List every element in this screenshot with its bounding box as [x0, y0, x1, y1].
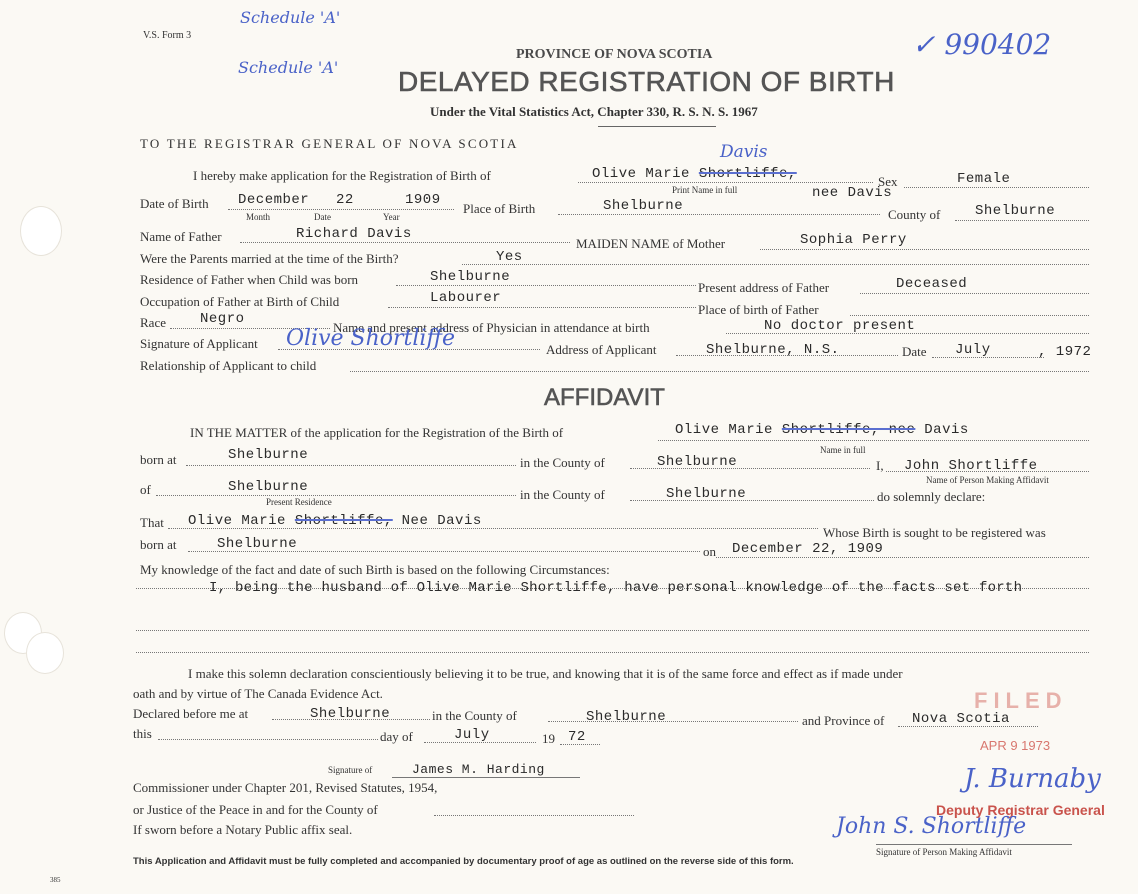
province-heading: PROVINCE OF NOVA SCOTIA: [516, 47, 713, 62]
physician-value: No doctor present: [764, 318, 916, 334]
mother-value: Sophia Perry: [800, 232, 907, 248]
affidavit-heading: AFFIDAVIT: [544, 384, 665, 411]
born-at-label: born at: [140, 452, 177, 467]
present-address-value: Deceased: [896, 276, 968, 292]
deponent-name: John Shortliffe: [904, 458, 1038, 474]
knowledge-line: My knowledge of the fact and date of such Birth is based on the following Circumstances:: [140, 562, 610, 577]
matter-name: Olive Marie Shortliffe, nee Davis: [675, 422, 969, 438]
relationship-label: Relationship of Applicant to child: [140, 358, 317, 373]
circumstances-text: I, being the husband of Olive Marie Shortliffe, have personal knowledge of the facts set forth: [209, 580, 1023, 596]
davis-correction: Davis: [720, 142, 768, 162]
filed-stamp: FILED: [974, 688, 1068, 713]
father-value: Richard Davis: [296, 226, 412, 242]
nee-value: nee Davis: [812, 185, 893, 201]
form-number: V.S. Form 3: [143, 30, 192, 41]
married-label: Were the Parents married at the time of the Birth?: [140, 251, 399, 266]
applicant-address-value: Shelburne, N.S.: [706, 342, 840, 358]
deponent-signature: John S. Shortliffe: [836, 814, 1027, 839]
signature-label: Signature of Applicant: [140, 336, 258, 351]
declared-county: Shelburne: [586, 709, 667, 725]
affidavit-county: Shelburne: [657, 454, 738, 470]
father-label: Name of Father: [140, 229, 222, 244]
declaration-line-2: oath and by virtue of The Canada Evidence Act.: [133, 686, 383, 701]
residence-value: Shelburne: [430, 269, 511, 285]
registration-number: ✓ 990402: [912, 28, 1052, 61]
form-title: DELAYED REGISTRATION OF BIRTH: [398, 66, 895, 97]
of-value: Shelburne: [228, 479, 309, 495]
footer-note: This Application and Affidavit must be fully completed and accompanied by documentary proof of age as outlined on the reverse side of this form.: [133, 856, 794, 867]
mother-label: MAIDEN NAME of Mother: [576, 236, 726, 251]
county-label: County of: [888, 207, 941, 222]
birth-registration-form: V.S. Form 3 Schedule 'A' Schedule 'A' ✓ 990402 PROVINCE OF NOVA SCOTIA DELAYED REGISTRATION OF BIRTH Under the Vital Statistics Act, Chapter 330, R. S. N. S. 1967 TO THE REGISTRAR GENERAL OF NOVA SCOTIA I hereby make application for the Registration of Birth of Olive Marie Shortliffe, Davis Sex Female Print Name in full nee Davis Date of Birth December 22 1909 Month Date Year Place of Birth Shelburne County of Shelburne Name of Father Richard Davis MAIDEN NAME of Mother Sophia Perry Were the Parents married at the time of the Birth? Yes Residence of Father when Child was born Shelburne Present address of Father Deceased Occupation of Father at Birth of Child Labourer Place of birth of Father Race Negro Name and present address of Physician in attendance at birth No doctor present Signature of Applicant Olive Shortliffe Address of Applicant Shelburne, N.S. Date July , 1972 Relationship of Applicant to child AFFIDAVIT IN THE MATTER of the application for the Registration of the Birth of Olive Marie Shortliffe, nee Davis Name in full born at Shelburne in the County of Shelburne I, John Shortliffe Name of Person Making Affidavit of Shelburne Present Residence in the County of Shelburne do solemnly declare: That Olive Marie Shortliffe, Nee Davis Whose Birth is sought to be registered was born at Shelburne on December 22, 1909 My knowledge of the fact and date of such Birth is based on the following Circumstances: I, being the husband of Olive Marie Shortliffe, have personal knowledge of the facts set forth I make this solemn declaration conscientiously believing it to be true, and knowing that it is of the same force and effect as if made under oath and by virtue of The Canada Evidence Act. Declared before me at Shelburne in the County of Shelburne and Province of Nova Scotia this day of July 19 72 Signature of James M. Harding Commissioner under Chapter 201, Revised Statutes, 1954, or Justice of the Peace in and for the County of If sworn before a Notary Public affix seal. FILED APR 9 1973 J. Burnaby Deputy Registrar General John S. Shortliffe Signature of Person Making Affidavit This Application and Affidavit must be fully completed and accompanied by documentary proof of age as outlined on the reverse side of this form. 385: [0, 0, 1138, 894]
schedule-annotation-2: Schedule 'A': [238, 58, 339, 77]
physician-label: Name and present address of Physician in attendance at birth: [333, 320, 650, 335]
application-year: , 1972: [1038, 344, 1092, 360]
residence-label: Residence of Father when Child was born: [140, 272, 359, 287]
sex-value: Female: [957, 171, 1011, 187]
child-name: Olive Marie Shortliffe,: [592, 166, 797, 182]
on-date-value: December 22, 1909: [732, 541, 884, 557]
dob-date: 22: [336, 192, 354, 208]
applicant-signature: Olive Shortliffe: [286, 326, 456, 351]
form-subtitle: Under the Vital Statistics Act, Chapter 330, R. S. N. S. 1967: [430, 104, 758, 119]
race-label: Race: [140, 315, 166, 330]
declaration-line-1: I make this solemn declaration conscientiously believing it to be true, and knowing that it is of the same force and effect as if made under: [188, 666, 903, 681]
punch-hole-top: [20, 206, 62, 256]
print-name-label: Print Name in full: [672, 185, 738, 195]
born-at-value: Shelburne: [228, 447, 309, 463]
place-label: Place of Birth: [463, 201, 536, 216]
that-name: Olive Marie Shortliffe, Nee Davis: [188, 513, 482, 529]
filed-date-stamp: APR 9 1973: [980, 738, 1051, 753]
dob-label: Date of Birth: [140, 196, 209, 211]
declared-month: July: [454, 727, 490, 743]
occupation-label: Occupation of Father at Birth of Child: [140, 294, 340, 309]
father-birthplace-label: Place of birth of Father: [698, 302, 819, 317]
intro-label: I hereby make application for the Registration of Birth of: [193, 168, 491, 183]
deputy-registrar-stamp: Deputy Registrar General: [936, 802, 1105, 818]
province-value: Nova Scotia: [912, 711, 1010, 727]
punch-hole-bottom-2: [26, 632, 64, 674]
declared-at-value: Shelburne: [310, 706, 391, 722]
applicant-address-label: Address of Applicant: [546, 342, 657, 357]
registrar-signature: J. Burnaby: [964, 764, 1101, 794]
affidavit-county-2: Shelburne: [666, 486, 747, 502]
occupation-value: Labourer: [430, 290, 502, 306]
place-value: Shelburne: [603, 198, 684, 214]
footer-code: 385: [50, 876, 61, 884]
application-date: July: [955, 342, 991, 358]
sex-label: Sex: [878, 174, 898, 189]
schedule-annotation-1: Schedule 'A': [240, 8, 341, 27]
title-rule: [598, 126, 716, 127]
race-value: Negro: [200, 311, 245, 327]
declared-year: 72: [568, 729, 586, 745]
matter-label: IN THE MATTER of the application for the Registration of the Birth of: [190, 425, 564, 440]
married-value: Yes: [496, 249, 523, 265]
born-at-value-2: Shelburne: [217, 536, 298, 552]
to-registrar-line: TO THE REGISTRAR GENERAL OF NOVA SCOTIA: [140, 136, 519, 151]
date-label: Date: [902, 344, 927, 359]
dob-year: 1909: [405, 192, 441, 208]
commissioner-name: James M. Harding: [412, 762, 545, 777]
dob-month: December: [238, 192, 310, 208]
present-address-label: Present address of Father: [698, 280, 830, 295]
county-value: Shelburne: [975, 203, 1056, 219]
